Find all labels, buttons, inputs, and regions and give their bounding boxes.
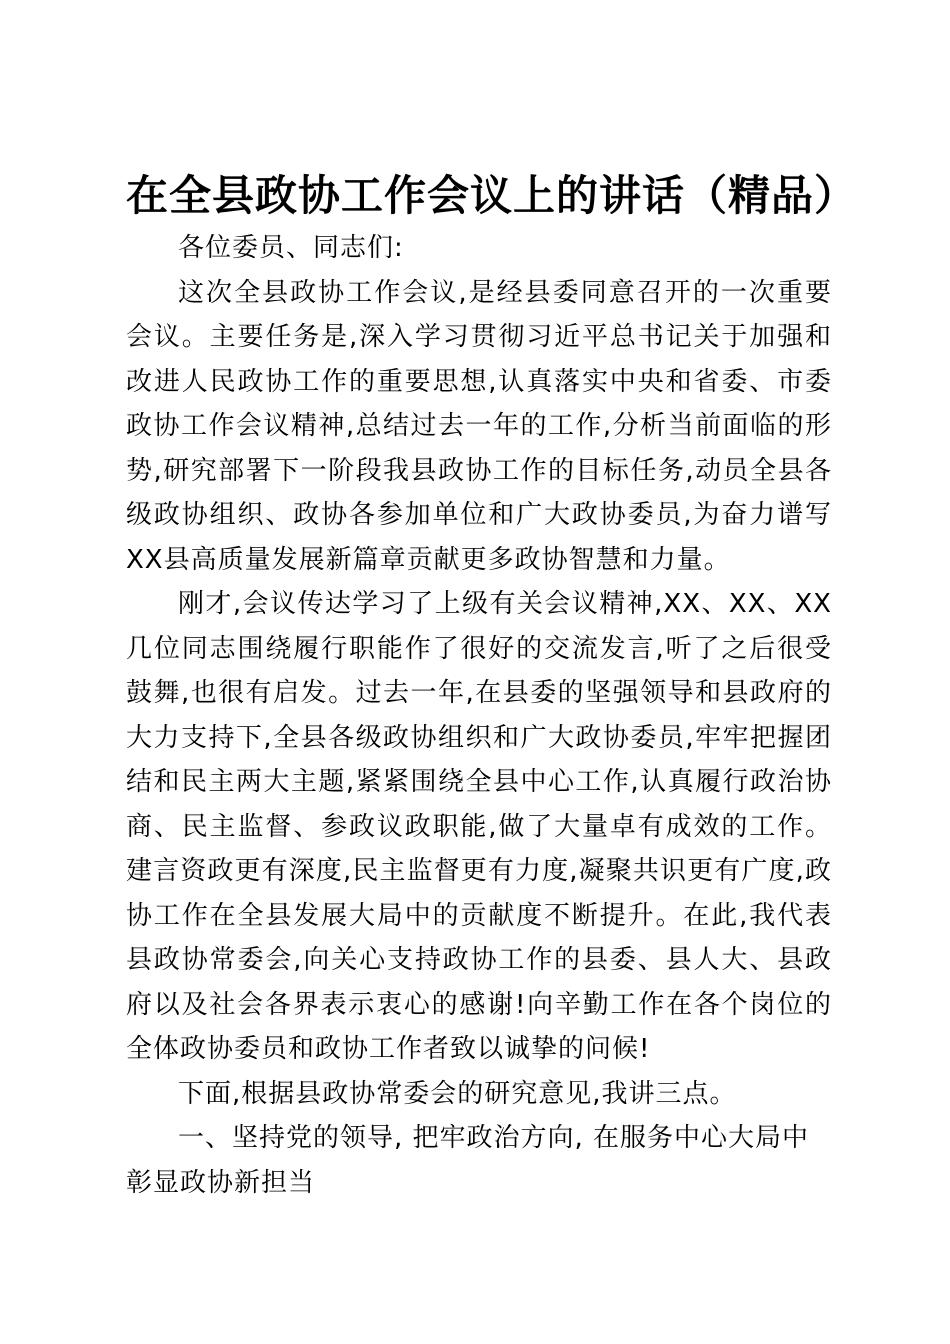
paragraph-three-points: 下面,根据县政协常委会的研究意见,我讲三点。 — [178, 1078, 737, 1109]
section-heading-one: 一、坚持党的领导, 把牢政治方向, 在服务中心大局中彰显政协新担当 — [126, 1123, 810, 1198]
document-body — [126, 226, 832, 1205]
document-title: 在全县政协工作会议上的讲话（精品） — [126, 171, 858, 220]
paragraph-past-year-review: 刚才,会议传达学习了上级有关会议精神,XX、XX、XX几位同志围绕履行职能作了很好的交流发言,听了之后很受鼓舞,也很有启发。过去一年,在县委的坚强领导和县政府的大力支持下,全县各级政协组织和广大政协委员,牢牢把握团结和民主两大主题,紧紧围绕全县中心工作,认真履行政治协商、民主监督、参政议政职能,做了大量卓有成效的工作。建言资政更有深度,民主监督更有力度,凝聚共识更有广度,政协工作在全县发展大局中的贡献度不断提升。在此,我代表县政协常委会,向关心支持政协工作的县委、县人大、县政府以及社会各界表示衷心的感谢!向辛勤工作在各个岗位的全体政协委员和政协工作者致以诚挚的问候! — [126, 589, 832, 1064]
salutation: 各位委员、同志们: — [178, 233, 404, 263]
paragraph-meeting-purpose: 这次全县政协工作会议,是经县委同意召开的一次重要会议。主要任务是,深入学习贯彻习近平总书记关于加强和改进人民政协工作的重要思想,认真落实中央和省委、市委政协工作会议精神,总结过去一年的工作,分析当前面临的形势,研究部署下一阶段我县政协工作的目标任务,动员全县各级政协组织、政协各参加单位和广大政协委员,为奋力谱写XX县高质量发展新篇章贡献更多政协智慧和力量。 — [126, 277, 832, 575]
